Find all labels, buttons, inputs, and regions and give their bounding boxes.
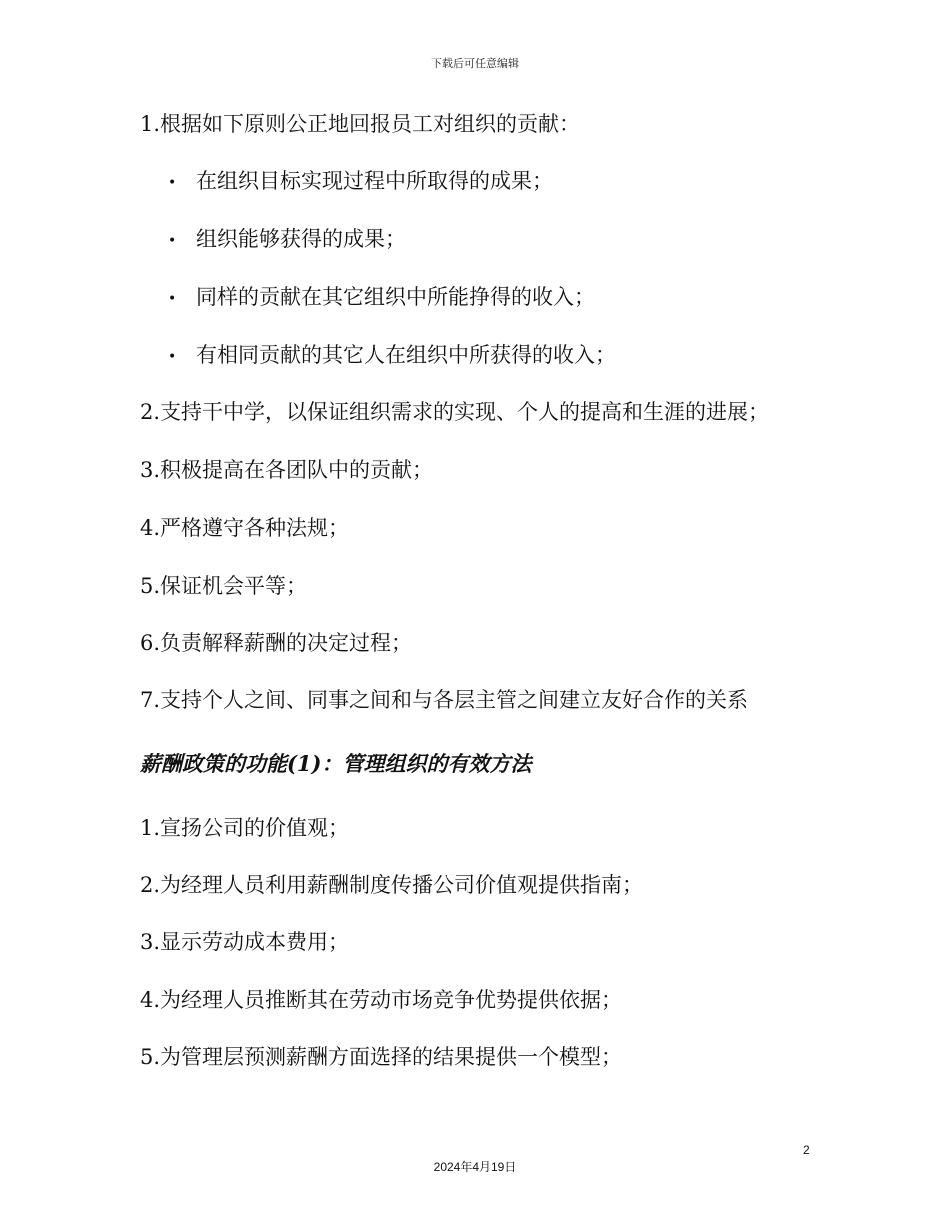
list-item: 4.为经理人员推断其在劳动市场竞争优势提供依据；: [140, 988, 623, 1012]
list-item: 5.保证机会平等；: [140, 574, 308, 598]
list-item: 5.为管理层预测薪酬方面选择的结果提供一个模型；: [140, 1045, 623, 1069]
section-heading: 薪酬政策的功能(1)：管理组织的有效方法: [140, 751, 532, 776]
bullet-item: [168, 283, 595, 313]
bullet-text: 组织能够获得的成果；: [196, 227, 406, 251]
bullet-item: [168, 225, 406, 255]
list-item: 3.积极提高在各团队中的贡献；: [140, 458, 434, 482]
bullet-icon: •: [168, 290, 177, 307]
list-item: 1.宣扬公司的价值观；: [140, 816, 350, 840]
list-item: 4.严格遵守各种法规；: [140, 516, 350, 540]
bullet-text: 有相同贡献的其它人在组织中所获得的收入；: [196, 343, 616, 367]
bullet-icon: •: [168, 232, 177, 249]
list-item: 7.支持个人之间、同事之间和与各层主管之间建立友好合作的关系: [140, 688, 749, 712]
bullet-text: 同样的贡献在其它组织中所能挣得的收入；: [196, 285, 595, 309]
list-item-intro: 1.根据如下原则公正地回报员工对组织的贡献：: [140, 112, 581, 136]
bullet-icon: •: [168, 174, 177, 191]
list-item: 3.显示劳动成本费用；: [140, 930, 350, 954]
footer-date: 2024年4月19日: [433, 1160, 517, 1174]
page-number: 2: [803, 1143, 810, 1157]
bullet-text: 在组织目标实现过程中所取得的成果；: [196, 169, 553, 193]
header-note: 下载后可任意编辑: [431, 57, 519, 70]
bullet-item: [168, 167, 553, 197]
bullet-icon: •: [168, 348, 177, 365]
list-item: 2.支持干中学，以保证组织需求的实现、个人的提高和生涯的进展；: [140, 400, 770, 424]
list-item: 6.负责解释薪酬的决定过程；: [140, 631, 413, 655]
list-item: 2.为经理人员利用薪酬制度传播公司价值观提供指南；: [140, 873, 644, 897]
bullet-item: [168, 341, 616, 371]
